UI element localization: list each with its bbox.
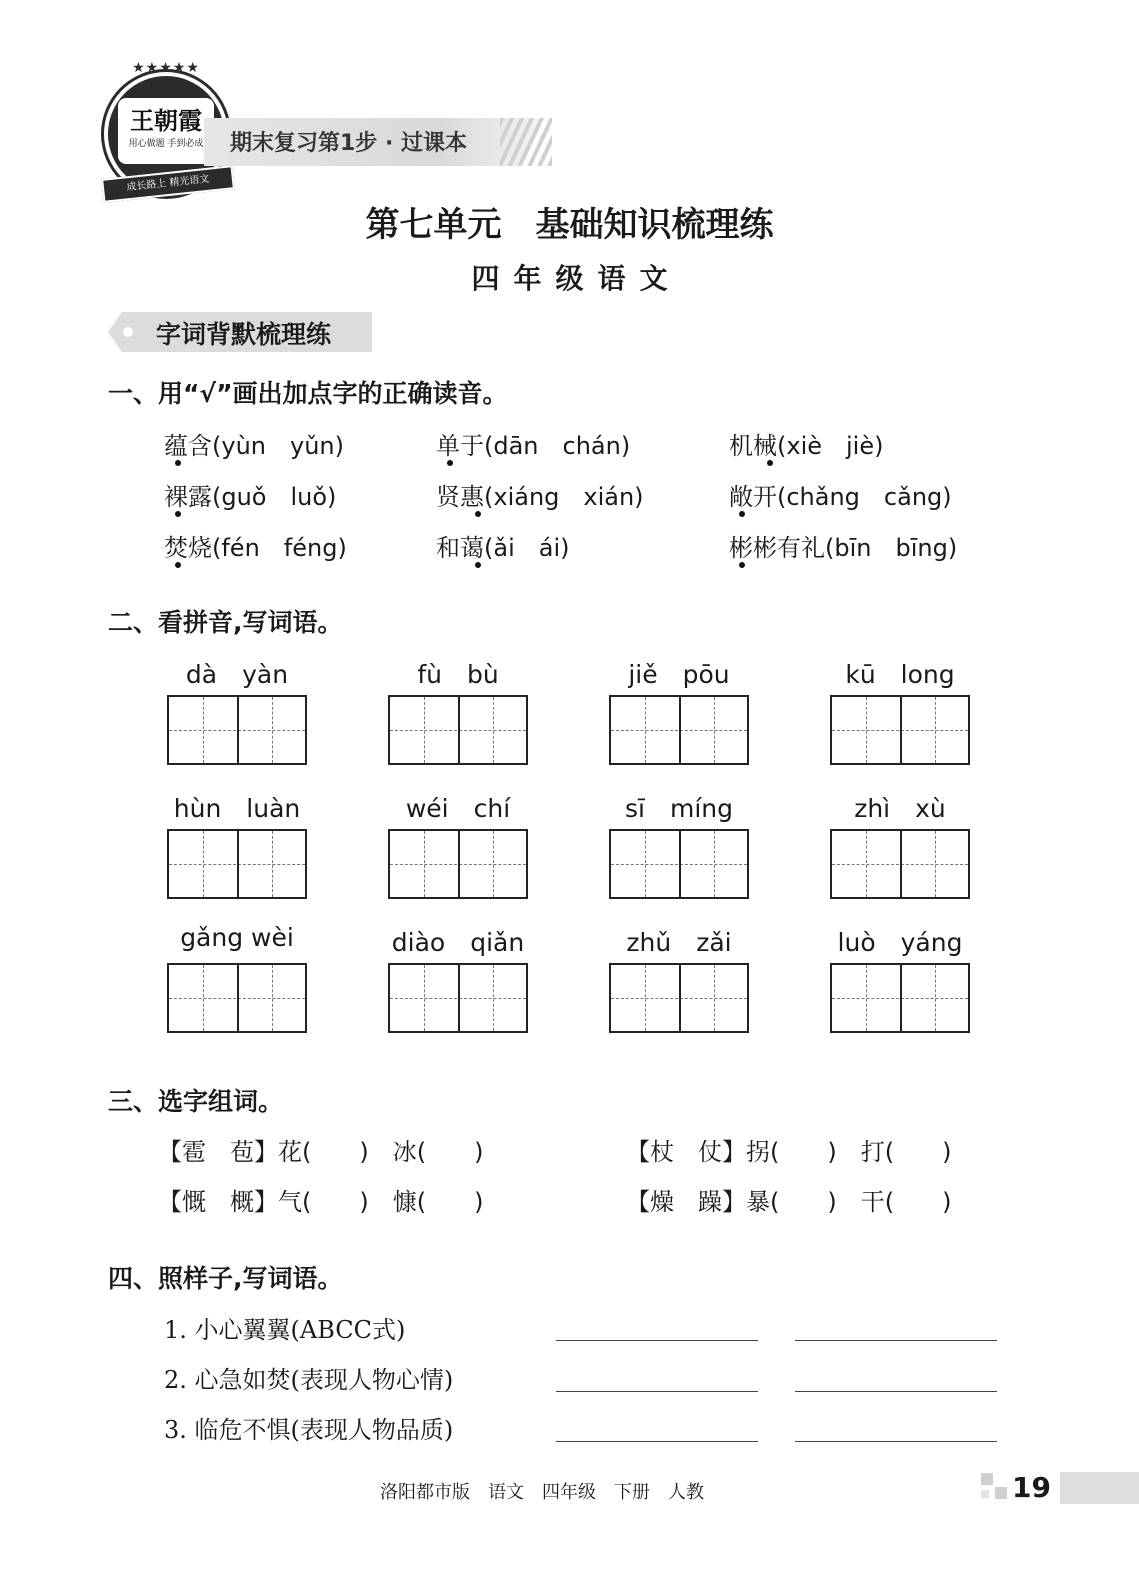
example-item: 1. 小心翼翼(ABCC式) — [164, 1316, 406, 1344]
page-title: 第七单元 基础知识梳理练 — [365, 205, 774, 245]
logo-name: 王朝霞 — [130, 106, 202, 135]
pinyin-label: zhì xù — [854, 794, 946, 823]
emphasis-dot-icon — [767, 460, 773, 466]
pinyin-label: fù bù — [417, 660, 499, 689]
q1-item: 裸露(guǒ luǒ) — [164, 483, 337, 511]
emphasis-dot-icon — [475, 511, 481, 517]
decor-square — [995, 1487, 1007, 1499]
word-choice-row: 【慨 概】气( ) 慷( ) — [158, 1188, 484, 1216]
decor-square — [981, 1473, 993, 1485]
pinyin-label: hùn luàn — [173, 794, 301, 823]
writing-grid[interactable] — [609, 829, 749, 899]
example-item: 2. 心急如焚(表现人物心情) — [164, 1366, 454, 1394]
q1-item: 机械(xiè jiè) — [729, 432, 884, 460]
answer-line[interactable] — [795, 1391, 997, 1392]
writing-grid[interactable] — [830, 829, 970, 899]
writing-grid[interactable] — [167, 695, 307, 765]
q1-item: 单于(dān chán) — [436, 432, 631, 460]
emphasis-dot-icon — [175, 511, 181, 517]
writing-grid[interactable] — [388, 829, 528, 899]
writing-grid[interactable] — [609, 695, 749, 765]
emphasis-dot-icon — [447, 460, 453, 466]
pinyin-label: gǎng wèi — [180, 923, 294, 952]
q3-heading: 三、选字组词。 — [108, 1087, 284, 1116]
emphasis-dot-icon — [475, 562, 481, 568]
footer-edition: 洛阳都市版 语文 四年级 下册 人教 — [380, 1482, 704, 1503]
emphasis-dot-icon — [175, 562, 181, 568]
pinyin-label: dà yàn — [185, 660, 289, 689]
word-choice-row: 【燥 躁】暴( ) 干( ) — [626, 1188, 952, 1216]
pinyin-label: zhǔ zǎi — [626, 928, 732, 957]
step-label: 期末复习第1步 · 过课本 — [230, 131, 467, 156]
q1-item: 和蔼(ǎi ái) — [436, 534, 570, 562]
writing-grid[interactable] — [830, 695, 970, 765]
q1-item: 敞开(chǎng cǎng) — [729, 483, 952, 511]
q1-heading: 一、用“√”画出加点字的正确读音。 — [108, 379, 508, 408]
pinyin-label: jiě pōu — [628, 660, 730, 689]
q1-item: 彬彬有礼(bīn bīng) — [729, 534, 958, 562]
logo-ribbon: 成长路上 精光语文 — [101, 165, 235, 203]
writing-grid[interactable] — [388, 695, 528, 765]
writing-grid[interactable] — [167, 963, 307, 1033]
page-subtitle: 四年级语文 — [471, 262, 682, 295]
pinyin-label: luò yáng — [837, 928, 963, 957]
answer-line[interactable] — [795, 1441, 997, 1442]
pinyin-label: diào qiǎn — [391, 928, 525, 957]
tag-hole-icon — [123, 327, 133, 337]
q4-heading: 四、照样子,写词语。 — [108, 1264, 343, 1293]
emphasis-dot-icon — [739, 511, 745, 517]
banner-stripes — [500, 118, 552, 166]
emphasis-dot-icon — [739, 562, 745, 568]
q2-heading: 二、看拼音,写词语。 — [108, 608, 343, 637]
decor-square — [981, 1490, 989, 1498]
answer-line[interactable] — [556, 1340, 758, 1341]
writing-grid[interactable] — [167, 829, 307, 899]
word-choice-row: 【杖 仗】拐( ) 打( ) — [626, 1138, 952, 1166]
q1-item: 蕴含(yùn yǔn) — [164, 432, 344, 460]
writing-grid[interactable] — [388, 963, 528, 1033]
answer-line[interactable] — [556, 1441, 758, 1442]
star-icons: ★★★★★ — [132, 60, 200, 76]
word-choice-row: 【雹 苞】花( ) 冰( ) — [158, 1138, 484, 1166]
logo-slogan: 用心做题 手到必成 — [128, 139, 204, 149]
q1-item: 焚烧(fén féng) — [164, 534, 347, 562]
page-number: 19 — [1012, 1471, 1051, 1504]
writing-grid[interactable] — [830, 963, 970, 1033]
emphasis-dot-icon — [175, 460, 181, 466]
q1-item: 贤惠(xiáng xián) — [436, 483, 644, 511]
writing-grid[interactable] — [609, 963, 749, 1033]
pinyin-label: kū long — [845, 660, 955, 689]
pinyin-label: sī míng — [625, 794, 733, 823]
answer-line[interactable] — [556, 1391, 758, 1392]
example-item: 3. 临危不惧(表现人物品质) — [164, 1416, 454, 1444]
pinyin-label: wéi chí — [405, 794, 511, 823]
logo-text-panel — [118, 98, 214, 164]
section-title: 字词背默梳理练 — [156, 320, 332, 349]
page-number-band — [1060, 1472, 1139, 1504]
answer-line[interactable] — [795, 1340, 997, 1341]
